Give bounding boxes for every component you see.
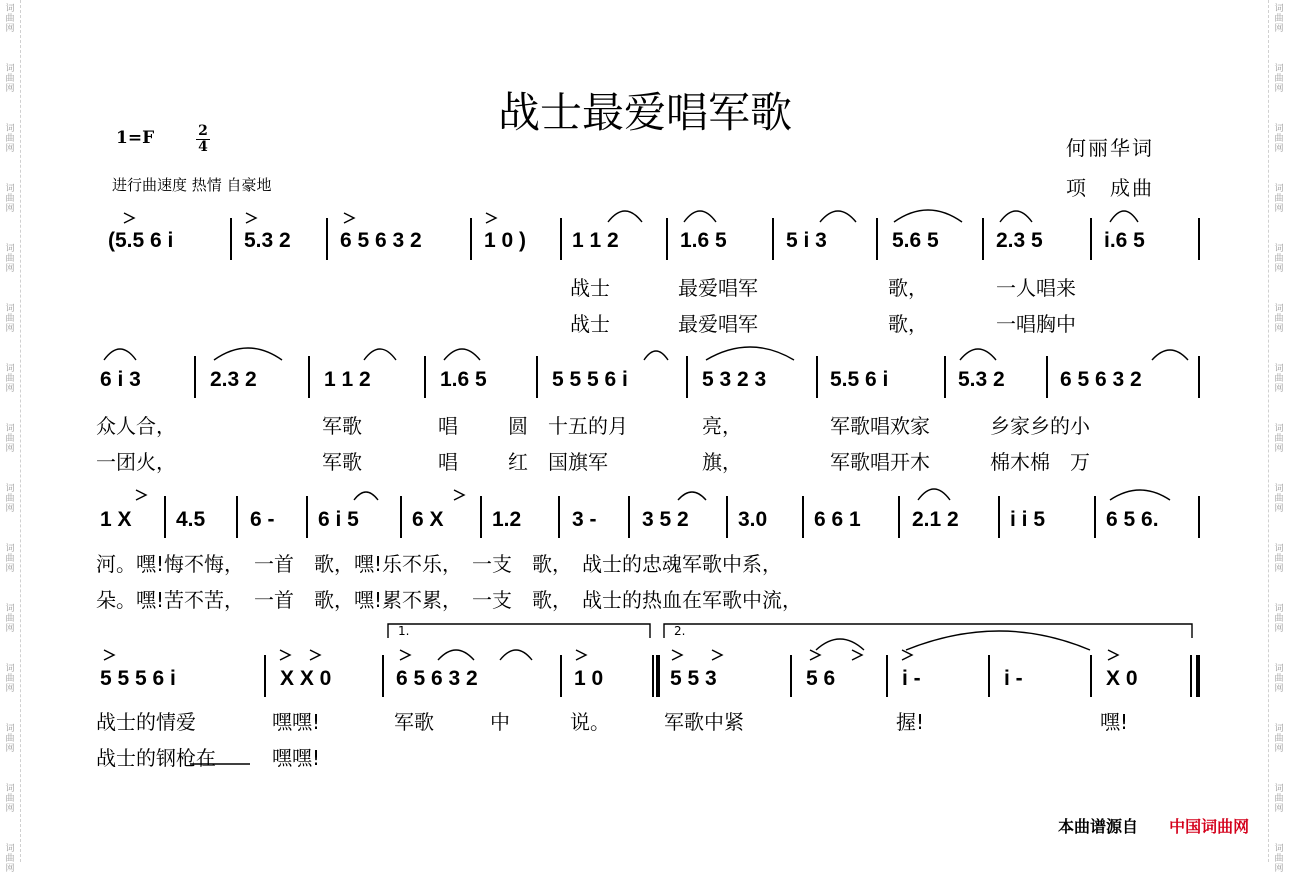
measure-notes: 5.6 5 [892,229,939,252]
barline [560,655,562,697]
accent-mark [454,490,464,500]
watermark-text: 词 曲 网 [5,784,15,814]
lyric-verse-1: 十五的月 [548,414,628,438]
slur-mark [1000,211,1032,222]
measure-notes: i - [902,667,921,690]
lyricist-credit: 何丽华词 [1066,136,1154,160]
lyric-verse-2: 最爱唱军 [678,312,758,336]
lyric-verse-1: 握! [896,710,925,734]
time-signature-bottom: 4 [198,139,208,155]
measure-notes: 5.3 2 [244,229,291,252]
volta-label-1: 1. [398,624,410,638]
measure-notes: 1 1 2 [324,368,371,391]
watermark-text: 词 曲 网 [5,304,15,334]
lyric-verse-2: 旗， [702,450,742,474]
slur-mark [960,349,996,360]
thick-barline [1196,655,1200,697]
watermark-text: 词 曲 网 [5,4,15,34]
measure-notes: 6 - [250,508,275,531]
watermark-text: 词 曲 网 [1274,604,1284,634]
slur-mark [644,351,668,360]
lyric-verse-1: 军歌 [394,710,434,734]
source-label: 本曲谱源自 [1058,817,1139,836]
watermark-text: 词 曲 网 [1274,304,1284,334]
accent-mark [246,213,256,223]
watermark-text: 词 曲 网 [1274,364,1284,394]
measure-notes: 2.3 5 [996,229,1043,252]
lyric-verse-2: 歌， [888,312,928,336]
lyric-verse-1: 乡家乡的小 [990,414,1090,438]
lyric-verse-2: 一团火， [96,450,176,474]
slur-mark [1110,211,1138,222]
measure-notes: 3 - [572,508,597,531]
lyric-verse-2: 棉木棉 万 [990,450,1090,474]
slur-mark [1152,350,1188,360]
watermark-text: 词 曲 网 [5,544,15,574]
watermark-text: 词 曲 网 [5,664,15,694]
barline [802,496,804,538]
watermark-text: 词 曲 网 [5,64,15,94]
lyric-verse-2: 唱 [438,450,458,474]
lyric-verse-1: 圆 [508,414,528,438]
lyric-verse-2: 嘿嘿! [272,746,321,770]
measure-notes: 6 i 5 [318,508,359,531]
watermark-text: 词 曲 网 [1274,124,1284,154]
slur-mark [438,650,474,660]
measure-notes: 1 0 [574,667,604,690]
accent-mark [1108,650,1118,660]
accent-mark [344,213,354,223]
lyric-verse-1: 军歌唱欢家 [830,414,930,438]
tempo-marking: 进行曲速度 热情 自豪地 [112,176,272,194]
barline [988,655,990,697]
barline [1190,655,1192,697]
lyric-verse-2: 战士 [570,312,610,336]
source-credit [1058,814,1249,837]
lyric-verse-2: 军歌唱开木 [830,450,930,474]
page-title: 战士最爱唱军歌 [497,88,792,137]
accent-mark [104,650,114,660]
measure-notes: 1.6 5 [440,368,487,391]
lyric-verse-1: 亮， [702,414,742,438]
lyric-verse-1: 一人唱来 [996,276,1076,300]
measure-notes: 2.1 2 [912,508,959,531]
lyric-verse-1: 中 [490,710,510,734]
measure-notes: 5 5 5 6 i [100,667,176,690]
watermark-text: 词 曲 网 [1274,184,1284,214]
watermark-text: 词 曲 网 [5,484,15,514]
slur-mark [706,347,794,360]
barline [1198,496,1200,538]
slur-mark [364,349,396,360]
accent-mark [712,650,722,660]
measure-notes: 1.6 5 [680,229,727,252]
barline [998,496,1000,538]
measure-notes: i.6 5 [1104,229,1145,252]
barline [236,496,238,538]
thick-barline [656,655,660,697]
volta-label-2: 2. [674,624,686,638]
barline [876,218,878,260]
lyric-verse-2: 一唱胸中 [996,312,1076,336]
accent-mark [672,650,682,660]
measure-notes: 5 6 [806,667,836,690]
measure-notes: 1 1 2 [572,229,619,252]
barline [982,218,984,260]
measure-notes: 1 X [100,508,132,531]
slur-mark [678,492,706,500]
measure-notes: 6 5 6. [1106,508,1159,531]
slur-mark [894,210,962,222]
measure-notes: 3.0 [738,508,768,531]
measure-notes: 3 5 2 [642,508,689,531]
barline [772,218,774,260]
key-signature: 1=F [116,128,155,148]
measure-notes: i i 5 [1010,508,1046,531]
measure-notes: 2.3 2 [210,368,257,391]
slur-mark [354,492,378,500]
slur-mark [500,650,532,660]
lyric-verse-1: 嘿! [1100,710,1129,734]
measure-notes: 6 X [412,508,444,531]
lyric-verse-1: 军歌 [322,414,362,438]
barline [306,496,308,538]
barline [480,496,482,538]
barline [944,356,946,398]
slur-mark [906,631,1090,650]
barline [726,496,728,538]
barline [628,496,630,538]
volta-bracket-1 [388,624,650,638]
accent-mark [400,650,410,660]
lyric-verse-2: 国旗军 [548,450,608,474]
barline [382,655,384,697]
watermark-text: 词 曲 网 [5,124,15,154]
barline [470,218,472,260]
accent-mark [576,650,586,660]
watermark-text: 词 曲 网 [1274,424,1284,454]
barline [536,356,538,398]
accent-mark [810,650,820,660]
site-name: 中国词曲网 [1169,817,1250,836]
barline [164,496,166,538]
accent-mark [486,213,496,223]
watermark-text: 词 曲 网 [5,604,15,634]
barline [558,496,560,538]
barline [308,356,310,398]
slur-mark [816,639,864,650]
watermark-text: 词 曲 网 [5,424,15,454]
barline [560,218,562,260]
slur-mark [684,211,716,222]
measure-notes: i - [1004,667,1023,690]
barline [652,655,654,697]
measure-notes: 1.2 [492,508,522,531]
lyric-verse-1: 战士的情爱 [96,710,196,734]
lyric-verse-2: 战士的钢枪在 [96,746,216,770]
barline [816,356,818,398]
accent-mark [124,213,134,223]
measure-notes: (5.5 6 i [108,229,174,252]
accent-mark [280,650,290,660]
measure-notes: 6 6 1 [814,508,861,531]
watermark-text: 词 曲 网 [1274,724,1284,754]
barline [898,496,900,538]
barline [424,356,426,398]
lyric-verse-1: 嘿嘿! [272,710,321,734]
lyric-verse-2: 朵。嘿!苦不苦， 一首 歌，嘿!累不累， 一支 歌， 战士的热血在军歌中流， [96,588,803,612]
lyric-verse-1: 最爱唱军 [678,276,758,300]
measure-notes: 5 3 2 3 [702,368,767,391]
measure-notes: X X 0 [280,667,332,690]
watermark-text: 词 曲 网 [5,844,15,874]
watermark-text: 词 曲 网 [1274,4,1284,34]
watermark-text: 词 曲 网 [5,244,15,274]
barline [400,496,402,538]
barline [264,655,266,697]
accent-mark [136,490,146,500]
barline [194,356,196,398]
measure-notes: X 0 [1106,667,1138,690]
watermark-text: 词 曲 网 [5,184,15,214]
accent-mark [852,650,862,660]
barline [886,655,888,697]
lyric-verse-1: 河。嘿!悔不悔， 一首 歌，嘿!乐不乐， 一支 歌， 战士的忠魂军歌中系， [96,552,783,576]
barline [1090,655,1092,697]
slur-mark [918,489,950,500]
lyric-verse-2: 军歌 [322,450,362,474]
measure-notes: 1 0 ) [484,229,527,252]
measure-notes: 5 i 3 [786,229,827,252]
measure-notes: 6 5 6 3 2 [1060,368,1142,391]
lyric-verse-1: 说。 [570,710,610,734]
watermark-text: 词 曲 网 [1274,244,1284,274]
barline [1046,356,1048,398]
measure-notes: 6 5 6 3 2 [396,667,478,690]
time-signature-top: 2 [196,124,210,140]
barline [1094,496,1096,538]
slur-mark [1110,490,1170,500]
lyric-verse-2: 红 [508,450,528,474]
barline [1198,356,1200,398]
slur-mark [214,348,282,360]
watermark-text: 词 曲 网 [5,724,15,754]
slur-mark [104,349,136,360]
measure-notes: 5.5 6 i [830,368,889,391]
lyric-verse-1: 军歌中紧 [664,710,744,734]
watermark-text: 词 曲 网 [1274,784,1284,814]
watermark-text: 词 曲 网 [1274,664,1284,694]
watermark-text: 词 曲 网 [1274,484,1284,514]
measure-notes: 6 5 6 3 2 [340,229,422,252]
composer-credit: 项 成曲 [1066,176,1154,200]
slur-mark [608,211,642,222]
lyric-verse-1: 战士 [570,276,610,300]
watermark-text: 词 曲 网 [1274,844,1284,874]
barline [1198,218,1200,260]
measure-notes: 4.5 [176,508,206,531]
measure-notes: 6 i 3 [100,368,141,391]
barline [790,655,792,697]
lyric-verse-1: 众人合， [96,414,176,438]
barline [686,356,688,398]
barline [230,218,232,260]
accent-mark [310,650,320,660]
slur-mark [820,211,856,222]
measure-notes: 5 5 3 [670,667,717,690]
volta-bracket-2 [664,624,1192,638]
barline [1090,218,1092,260]
watermark-text: 词 曲 网 [1274,64,1284,94]
barline [326,218,328,260]
watermark-text: 词 曲 网 [5,364,15,394]
lyric-verse-1: 唱 [438,414,458,438]
measure-notes: 5 5 5 6 i [552,368,628,391]
barline [666,218,668,260]
accent-mark [902,650,912,660]
slur-mark [444,349,480,360]
measure-notes: 5.3 2 [958,368,1005,391]
watermark-text: 词 曲 网 [1274,544,1284,574]
lyric-verse-1: 歌， [888,276,928,300]
